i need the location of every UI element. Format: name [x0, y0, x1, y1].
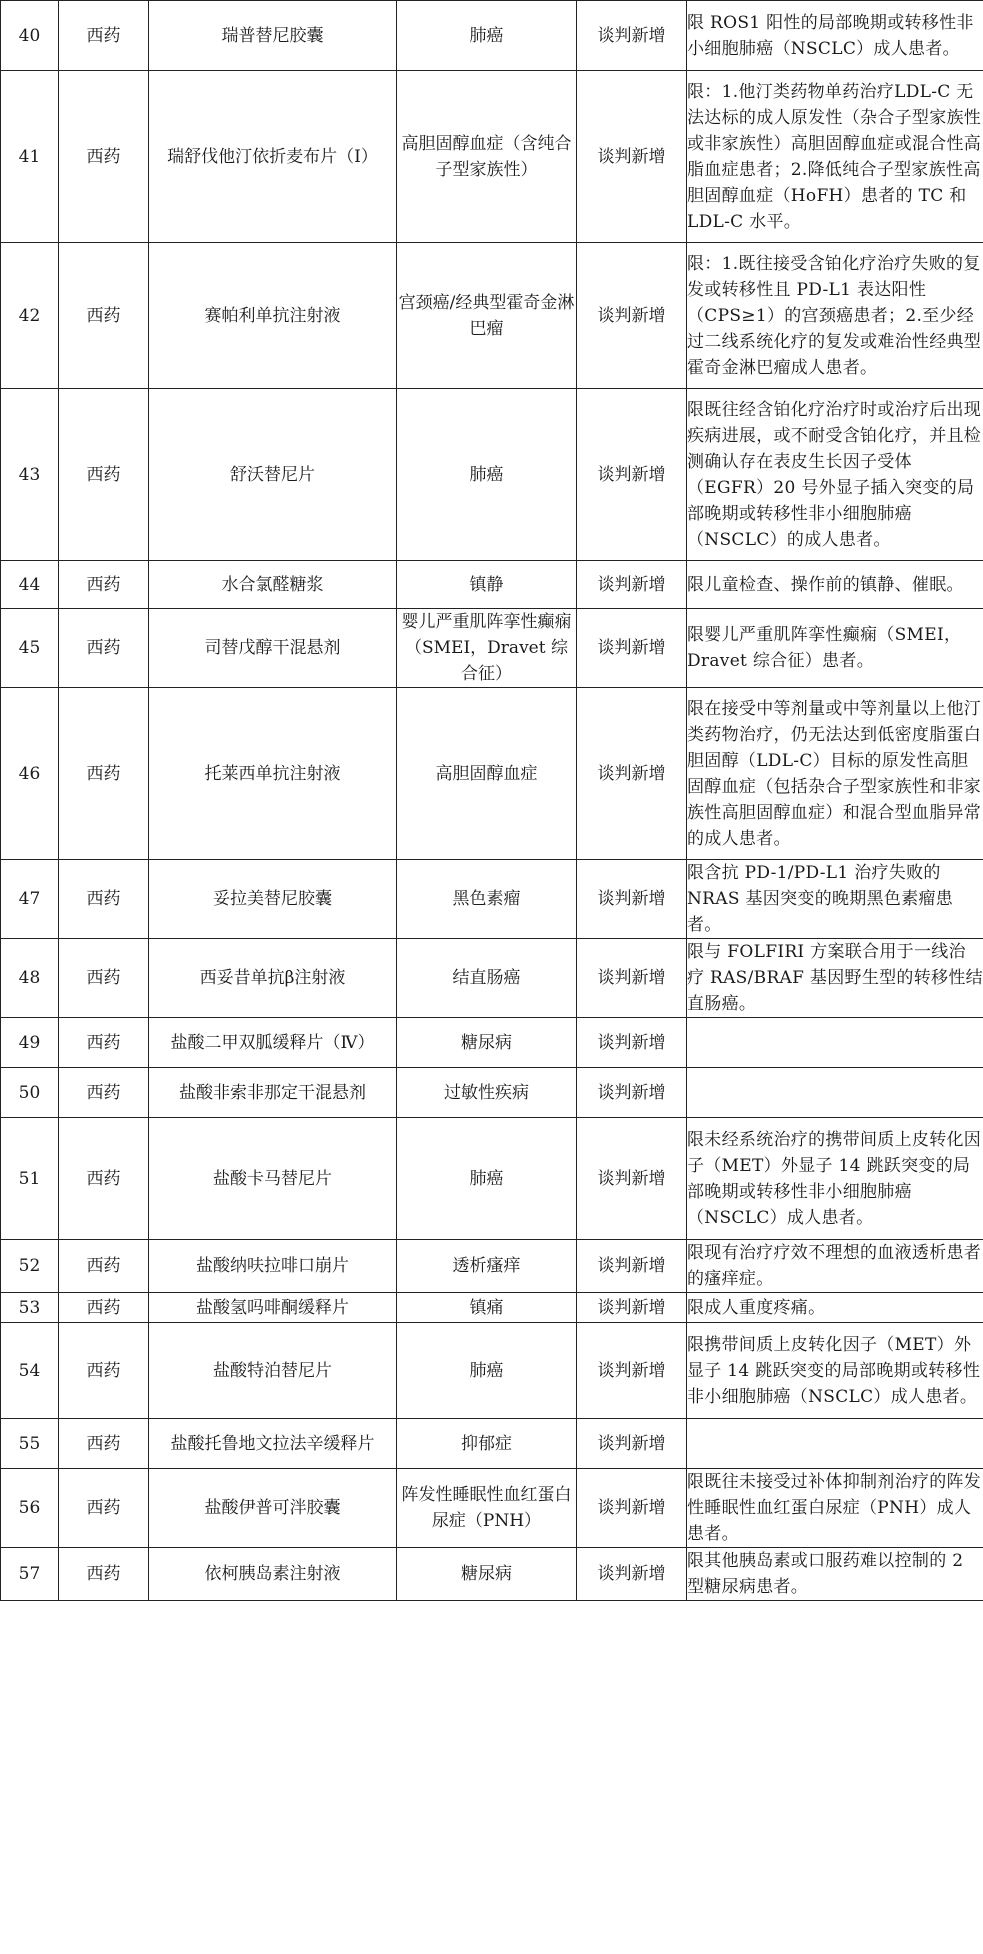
drug-name-cell: 托莱西单抗注射液	[149, 688, 397, 860]
row-number-cell: 40	[1, 1, 59, 71]
category-cell: 谈判新增	[577, 688, 687, 860]
category-cell: 谈判新增	[577, 1293, 687, 1323]
table-row	[1, 1240, 983, 1293]
row-number-cell: 51	[1, 1118, 59, 1240]
drug-type-cell: 西药	[59, 1548, 149, 1601]
drug-name-cell: 盐酸特泊替尼片	[149, 1323, 397, 1419]
table-body	[1, 1, 983, 1601]
payment-limit-cell: 限携带间质上皮转化因子（MET）外显子 14 跳跃突变的局部晚期或转移性非小细胞肺癌（NSCLC）成人患者。	[687, 1323, 983, 1419]
payment-limit-cell: 限在接受中等剂量或中等剂量以上他汀类药物治疗，仍无法达到低密度脂蛋白胆固醇（LDL-C）目标的原发性高胆固醇血症（包括杂合子型家族性和非家族性高胆固醇血症）和混合型血脂异常的成人患者。	[687, 688, 983, 860]
row-number-cell: 48	[1, 939, 59, 1018]
indication-cell: 高胆固醇血症（含纯合子型家族性）	[397, 71, 577, 243]
table-row	[1, 1548, 983, 1601]
row-number-cell: 57	[1, 1548, 59, 1601]
row-number-cell: 42	[1, 243, 59, 389]
row-number-cell: 46	[1, 688, 59, 860]
indication-cell: 婴儿严重肌阵挛性癫痫（SMEI，Dravet 综合征）	[397, 609, 577, 688]
drug-type-cell: 西药	[59, 860, 149, 939]
drug-type-cell: 西药	[59, 1, 149, 71]
category-cell: 谈判新增	[577, 1018, 687, 1068]
drug-type-cell: 西药	[59, 939, 149, 1018]
drug-name-cell: 盐酸氢吗啡酮缓释片	[149, 1293, 397, 1323]
drug-type-cell: 西药	[59, 1018, 149, 1068]
category-cell: 谈判新增	[577, 1068, 687, 1118]
drug-name-cell: 依柯胰岛素注射液	[149, 1548, 397, 1601]
drug-name-cell: 西妥昔单抗β注射液	[149, 939, 397, 1018]
payment-limit-cell: 限 ROS1 阳性的局部晚期或转移性非小细胞肺癌（NSCLC）成人患者。	[687, 1, 983, 71]
table-row	[1, 1469, 983, 1548]
row-number-cell: 56	[1, 1469, 59, 1548]
category-cell: 谈判新增	[577, 1118, 687, 1240]
row-number-cell: 53	[1, 1293, 59, 1323]
row-number-cell: 45	[1, 609, 59, 688]
row-number-cell: 52	[1, 1240, 59, 1293]
table-row	[1, 1293, 983, 1323]
table-row	[1, 1323, 983, 1419]
row-number-cell: 41	[1, 71, 59, 243]
payment-limit-cell: 限未经系统治疗的携带间质上皮转化因子（MET）外显子 14 跳跃突变的局部晚期或转移性非小细胞肺癌（NSCLC）成人患者。	[687, 1118, 983, 1240]
drug-name-cell: 赛帕利单抗注射液	[149, 243, 397, 389]
category-cell: 谈判新增	[577, 1548, 687, 1601]
table-row	[1, 243, 983, 389]
indication-cell: 宫颈癌/经典型霍奇金淋巴瘤	[397, 243, 577, 389]
payment-limit-cell: 限：1.既往接受含铂化疗治疗失败的复发或转移性且 PD-L1 表达阳性（CPS≥1）的宫颈癌患者；2.至少经过二线系统化疗的复发或难治性经典型霍奇金淋巴瘤成人患者。	[687, 243, 983, 389]
indication-cell: 抑郁症	[397, 1419, 577, 1469]
drug-type-cell: 西药	[59, 1118, 149, 1240]
indication-cell: 镇静	[397, 561, 577, 609]
payment-limit-cell	[687, 1018, 983, 1068]
payment-limit-cell: 限既往未接受过补体抑制剂治疗的阵发性睡眠性血红蛋白尿症（PNH）成人患者。	[687, 1469, 983, 1548]
payment-limit-cell	[687, 1068, 983, 1118]
drug-name-cell: 司替戊醇干混悬剂	[149, 609, 397, 688]
payment-limit-cell: 限：1.他汀类药物单药治疗LDL-C 无法达标的成人原发性（杂合子型家族性或非家族性）高胆固醇血症或混合性高脂血症患者；2.降低纯合子型家族性高胆固醇血症（HoFH）患者的 TC 和 LDL-C 水平。	[687, 71, 983, 243]
category-cell: 谈判新增	[577, 1419, 687, 1469]
table-row	[1, 688, 983, 860]
payment-limit-cell: 限其他胰岛素或口服药难以控制的 2 型糖尿病患者。	[687, 1548, 983, 1601]
row-number-cell: 47	[1, 860, 59, 939]
drug-type-cell: 西药	[59, 609, 149, 688]
indication-cell: 镇痛	[397, 1293, 577, 1323]
payment-limit-cell: 限含抗 PD-1/PD-L1 治疗失败的 NRAS 基因突变的晚期黑色素瘤患者。	[687, 860, 983, 939]
table-row	[1, 1, 983, 71]
drug-name-cell: 盐酸二甲双胍缓释片（Ⅳ）	[149, 1018, 397, 1068]
table-row	[1, 609, 983, 688]
table-row	[1, 1419, 983, 1469]
drug-name-cell: 盐酸非索非那定干混悬剂	[149, 1068, 397, 1118]
indication-cell: 糖尿病	[397, 1548, 577, 1601]
drug-type-cell: 西药	[59, 389, 149, 561]
category-cell: 谈判新增	[577, 1240, 687, 1293]
drug-name-cell: 盐酸纳呋拉啡口崩片	[149, 1240, 397, 1293]
drug-name-cell: 瑞舒伐他汀依折麦布片（Ⅰ）	[149, 71, 397, 243]
drug-type-cell: 西药	[59, 1323, 149, 1419]
drug-type-cell: 西药	[59, 561, 149, 609]
category-cell: 谈判新增	[577, 71, 687, 243]
drug-type-cell: 西药	[59, 243, 149, 389]
payment-limit-cell: 限与 FOLFIRI 方案联合用于一线治疗 RAS/BRAF 基因野生型的转移性结直肠癌。	[687, 939, 983, 1018]
row-number-cell: 49	[1, 1018, 59, 1068]
category-cell: 谈判新增	[577, 939, 687, 1018]
table-row	[1, 71, 983, 243]
table-row	[1, 939, 983, 1018]
category-cell: 谈判新增	[577, 243, 687, 389]
drug-name-cell: 盐酸卡马替尼片	[149, 1118, 397, 1240]
table-row	[1, 1118, 983, 1240]
drug-type-cell: 西药	[59, 1068, 149, 1118]
indication-cell: 结直肠癌	[397, 939, 577, 1018]
payment-limit-cell	[687, 1419, 983, 1469]
category-cell: 谈判新增	[577, 1469, 687, 1548]
category-cell: 谈判新增	[577, 609, 687, 688]
drug-type-cell: 西药	[59, 1293, 149, 1323]
indication-cell: 肺癌	[397, 1, 577, 71]
row-number-cell: 50	[1, 1068, 59, 1118]
payment-limit-cell: 限儿童检查、操作前的镇静、催眠。	[687, 561, 983, 609]
drug-type-cell: 西药	[59, 71, 149, 243]
table-row	[1, 860, 983, 939]
category-cell: 谈判新增	[577, 1323, 687, 1419]
indication-cell: 高胆固醇血症	[397, 688, 577, 860]
indication-cell: 过敏性疾病	[397, 1068, 577, 1118]
drug-type-cell: 西药	[59, 688, 149, 860]
table-row	[1, 389, 983, 561]
category-cell: 谈判新增	[577, 389, 687, 561]
indication-cell: 肺癌	[397, 1323, 577, 1419]
drug-name-cell: 舒沃替尼片	[149, 389, 397, 561]
row-number-cell: 55	[1, 1419, 59, 1469]
indication-cell: 阵发性睡眠性血红蛋白尿症（PNH）	[397, 1469, 577, 1548]
row-number-cell: 43	[1, 389, 59, 561]
drug-name-cell: 水合氯醛糖浆	[149, 561, 397, 609]
drug-name-cell: 盐酸托鲁地文拉法辛缓释片	[149, 1419, 397, 1469]
category-cell: 谈判新增	[577, 860, 687, 939]
drug-name-cell: 瑞普替尼胶囊	[149, 1, 397, 71]
indication-cell: 糖尿病	[397, 1018, 577, 1068]
drug-name-cell: 妥拉美替尼胶囊	[149, 860, 397, 939]
table-row	[1, 1068, 983, 1118]
payment-limit-cell: 限现有治疗疗效不理想的血液透析患者的瘙痒症。	[687, 1240, 983, 1293]
drug-type-cell: 西药	[59, 1419, 149, 1469]
row-number-cell: 44	[1, 561, 59, 609]
indication-cell: 肺癌	[397, 389, 577, 561]
payment-limit-cell: 限婴儿严重肌阵挛性癫痫（SMEI，Dravet 综合征）患者。	[687, 609, 983, 688]
indication-cell: 透析瘙痒	[397, 1240, 577, 1293]
category-cell: 谈判新增	[577, 1, 687, 71]
indication-cell: 黑色素瘤	[397, 860, 577, 939]
indication-cell: 肺癌	[397, 1118, 577, 1240]
drug-name-cell: 盐酸伊普可泮胶囊	[149, 1469, 397, 1548]
payment-limit-cell: 限既往经含铂化疗治疗时或治疗后出现疾病进展，或不耐受含铂化疗，并且检测确认存在表皮生长因子受体（EGFR）20 号外显子插入突变的局部晚期或转移性非小细胞肺癌（NSCLC）的成人患者。	[687, 389, 983, 561]
drug-type-cell: 西药	[59, 1240, 149, 1293]
category-cell: 谈判新增	[577, 561, 687, 609]
drug-type-cell: 西药	[59, 1469, 149, 1548]
table-row	[1, 561, 983, 609]
table-row	[1, 1018, 983, 1068]
row-number-cell: 54	[1, 1323, 59, 1419]
payment-limit-cell: 限成人重度疼痛。	[687, 1293, 983, 1323]
